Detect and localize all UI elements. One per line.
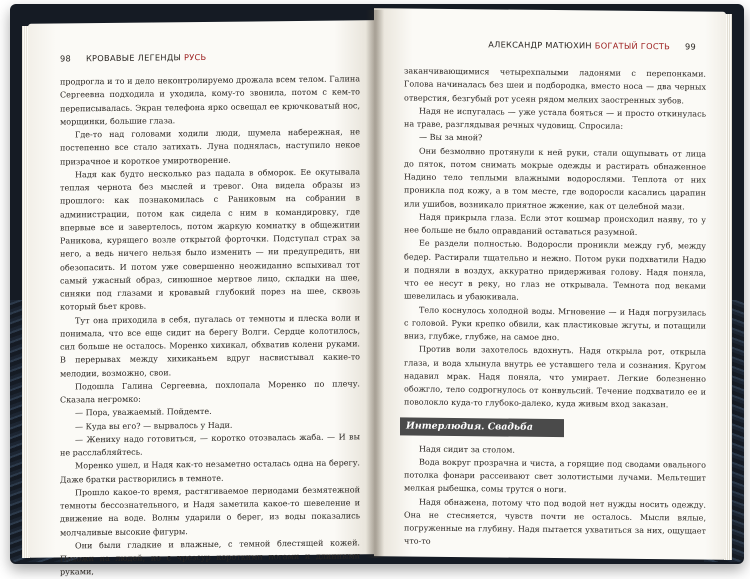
dialogue-line: — Жениху надо готовиться, — коротко отозвалась жаба. — И вы не расслабляйтесь. [60,432,360,458]
paragraph: Они безмолвно протянули к ней руки, стали ощупывать от лица до пяток, потом снимать мокрые одежды и растирать обнаженное Надино тело теплыми влажными водорослями. Теплота от них проникла под кожу, а в том месте, где водоросли касались царапин или ушибов, возникало приятное жжение, как от целебной мази. [404,146,706,211]
paragraph: Ее раздели полностью. Водоросли проникли между губ, между бедер. Растирали тщательно и нежно. Потом руки подхватили Надю и подняли в воздух, аккуратно придерживая голову. Надя поняла, что ее несут в реку, но глаз не открывала. Темнота под веками шевелилась и убаюкивала. [404,238,706,302]
dialogue-line: — Вы за мной? [419,132,483,143]
paragraph: Против воли захотелось вдохнуть. Надя открыла рот, открыла глаза, и вода хлынула внутрь ее уставшего тела и сознания. Кругом надавил мрак. Надя поняла, что умирает. Легкие болезненно обожгло, тело содрогнулось от конвульсий. Течение подхватило ее и поволокло куда-то глубоко-далеко, куда живым вход заказан. [404,344,706,410]
right-page-number: 99 [684,41,696,52]
left-header-accent: РУСЬ [183,51,207,63]
right-header-title: БОГАТЫЙ ГОСТЬ [594,40,671,52]
left-page-number: 98 [60,53,72,64]
paragraph: Где-то над головами ходили люди, шумела набережная, не постепенно все стало затихать. Луна поднялась, наступило некое призрачное и короткое умиротворение. [60,127,360,166]
left-page [28,20,376,577]
paragraph: Надя как будто несколько раз падала в обморок. Ее окутывала теплая чернота без мыслей и тревог. Она видела образы из прошлого: как познакомилась с Раниковым на собрании в администрации, потом как сидела с ним в командировку, где впервые все и завертелось, потом жаркую комнатку в общежитии Раникова, курящего возле открытой форточки. Подступал страх за него, а ведь ничего нельзя было изменить — ни предупредить, ни обезопасить. И потом уже совершенно неожиданно вспыхивал тот самый ужасный образ, синюшное мертвое лицо, складки на шее, синяки под глазами и кровавый глубокий порез на шее, сквозь который бьет кровь. [60,167,360,312]
right-running-header [488,39,696,51]
paragraph: заканчивающимися четырехпалыми ладонями с перепонками. Голова начиналась без шеи и подбородка, вместо носа — два черных отверстия, безгубый рот усеян рядом мелких заостренных зубов. [404,66,706,105]
right-page [374,8,726,560]
paragraph: Они были гладкие и влажные, с темной блестящей кожей. Похожи на людей, но с чрезсур короткими ногами и длинными руками, [60,538,360,577]
section-heading: Интерлюдия. Свадьба [400,417,564,437]
paragraph: Подошла Галина Сергеевна, похлопала Моренко по плечу. Сказала негромко: [60,379,360,405]
paragraph: Прошло какое-то время, растягиваемое периодами безмятежной темноты бессознательного, и Надя заметила какое-то шевеление и движение на воде. Волны ударили о берег, из воды показались молчаливые высокие фигуры. [60,485,360,537]
paragraph: Тело коснулось холодной воды. Мгновение — и Надя погрузилась с головой. Руки крепко обвили, как пластиковые жгуты, и потащили вниз, глубже, глубже, на самое дно. [404,305,706,343]
left-body-text [60,72,360,579]
paragraph: Тут она приходила в себя, пугалась от темноты и плеска воли и понимала, что все еще сидит на берегу Волги. Сердце колотилось, сил больше не осталось. Моренко хихикал, обхватив колени руками. В перерывах между хихиканьем вдруг насвистывал какие-то мелодии, возможно, свои. [60,312,360,378]
paragraph: Надя обнажена, потому что под водой нет нужды носить одежду. Она не стесняется, чувств почти не осталось. Мысли вялые, погруженные на глубину. Надя пытается ухватиться за них, ощущает что-то [404,497,706,546]
book-gutter [366,10,384,558]
paragraph: Надя не испугалась — уже устала бояться — и просто откинулась на траве, разглядывая речных чудовищ. Спросила: [404,106,706,131]
right-body-text [404,64,706,551]
dialogue-line: — Пора, уважаемый. Пойдемте. [75,407,212,418]
paragraph: Вода вокруг прозрачна и чиста, а горящие под сводами овального потолка фонари рассеивают свет золотистыми лучами. Мельтешит мелкая рыбешка, сомы трутся о ноги. [404,457,706,495]
right-header-author: АЛЕКСАНДР МАТЮХИН [488,39,592,51]
left-running-header [60,52,206,64]
paragraph: Надя прикрыла глаза. Если этот кошмар происходил наяву, то у нее больше не было оправданий оставаться разумной. [404,212,706,237]
paragraph: Моренко ушел, и Надя как-то незаметно осталась одна на берегу. Даже братки растворились в темноте. [60,458,360,484]
paragraph: Надя сидит за столом. [419,444,515,455]
dialogue-line: — Куда вы его? — вырвалось у Нади. [75,420,233,431]
paragraph: продрогла и то и дело неконтролируемо дрожала всем телом. Галина Сергеевна подходила и уходила, кому-то звонила, потом с кем-то переписывалась. Экран телефона ярко освещал ее крючковатый нос, морщинки, большие глаза. [60,74,360,127]
left-header-title: КРОВАВЫЕ ЛЕГЕНДЫ [85,52,182,64]
